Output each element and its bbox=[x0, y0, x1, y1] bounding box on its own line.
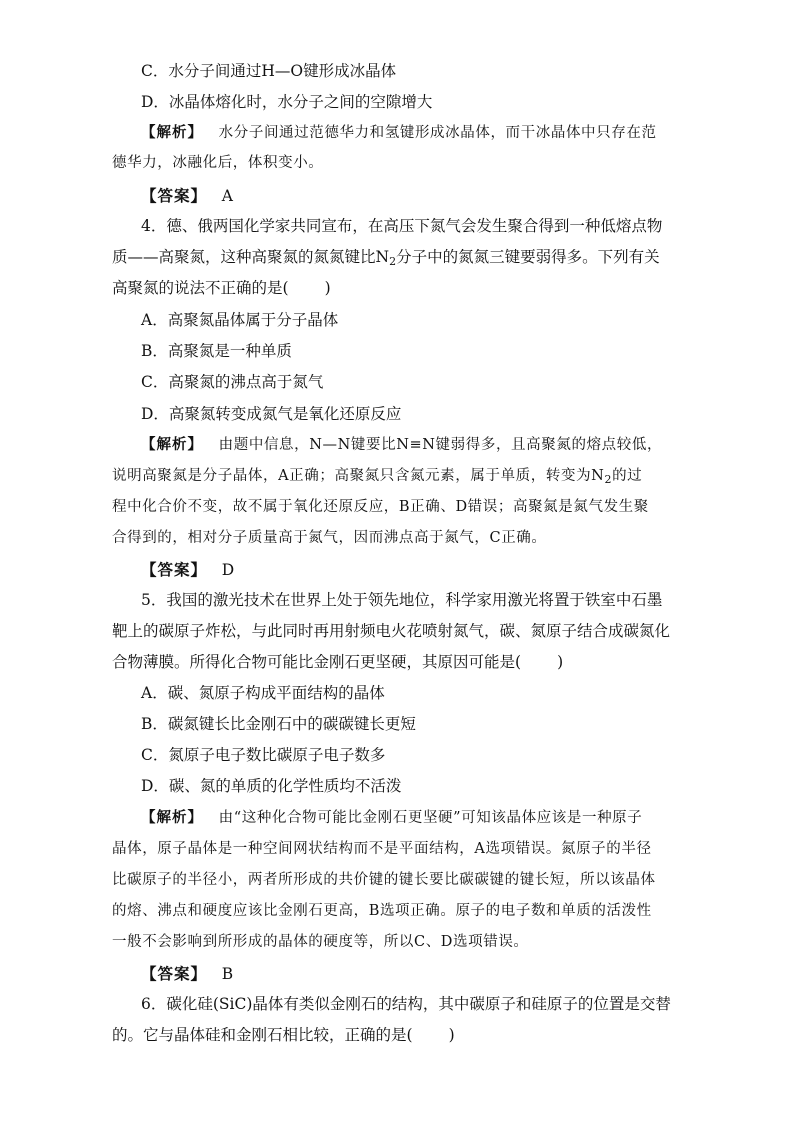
q5-answer-value: B bbox=[221, 965, 234, 983]
q4-stem-line-3b: ) bbox=[324, 279, 331, 297]
q4-analysis-line-1 bbox=[141, 434, 662, 456]
q3-analysis-line-1 bbox=[141, 122, 657, 144]
q5-analysis-line-5: 一般不会影响到所形成的晶体的硬度等，所以C、D选项错误。 bbox=[112, 934, 529, 950]
q6-stem-line-2b: ) bbox=[448, 1026, 455, 1044]
q6-stem-line-2a: 的。它与晶体硅和金刚石相比较，正确的是( bbox=[112, 1026, 413, 1044]
q5-stem-line-3b: ) bbox=[557, 653, 564, 671]
q4-option-a: A．高聚氮晶体属于分子晶体 bbox=[141, 311, 339, 329]
q4-option-d: D．高聚氮转变成氮气是氧化还原反应 bbox=[141, 405, 402, 423]
q3-analysis-label: 【解析】 bbox=[141, 124, 203, 141]
q3-option-c: C．水分子间通过H—O键形成冰晶体 bbox=[141, 62, 397, 80]
q3-analysis-line-2: 德华力，冰融化后，体积变小。 bbox=[112, 155, 324, 171]
q4-analysis-line-4: 合得到的，相对分子质量高于氮气，因而沸点高于氮气，C正确。 bbox=[112, 530, 547, 546]
q4-stem-line-2a: 质——高聚氮，这种高聚氮的氮氮键比N bbox=[112, 248, 390, 266]
q4-stem-line-2 bbox=[112, 246, 660, 268]
q4-analysis-text-1: 由题中信息，N—N键要比N≡N键弱得多，且高聚氮的熔点较低， bbox=[218, 437, 663, 453]
q4-analysis-line-2a: 说明高聚氮是分子晶体，A正确；高聚氮只含氮元素，属于单质，转变为N bbox=[112, 468, 605, 484]
q5-stem-line-1: 5．我国的激光技术在世界上处于领先地位，科学家用激光将置于铁室中石墨 bbox=[141, 591, 663, 609]
q6-stem-line-2 bbox=[112, 1024, 455, 1046]
q5-analysis-label: 【解析】 bbox=[141, 809, 203, 826]
q3-answer-value: A bbox=[221, 187, 233, 205]
q5-stem-line-3a: 合物薄膜。所得化合物可能比金刚石更坚硬，其原因可能是( bbox=[112, 653, 522, 671]
q5-option-d: D．碳、氮的单质的化学性质均不活泼 bbox=[141, 777, 402, 795]
q5-answer-label: 【答案】 bbox=[141, 964, 208, 983]
q4-answer-label: 【答案】 bbox=[141, 560, 208, 579]
q3-answer-label: 【答案】 bbox=[141, 186, 208, 205]
q4-stem-line-3a: 高聚氮的说法不正确的是( bbox=[112, 279, 289, 297]
q5-analysis-line-3: 比碳原子的半径小，两者所形成的共价键的键长要比碳碳键的键长短，所以该晶体 bbox=[112, 872, 656, 888]
q5-analysis-line-1 bbox=[141, 807, 642, 829]
q5-analysis-text-1: 由“这种化合物可能比金刚石更坚硬”可知该晶体应该是一种原子 bbox=[218, 810, 643, 826]
q4-option-c: C．高聚氮的沸点高于氮气 bbox=[141, 373, 324, 391]
q4-stem-line-1: 4．德、俄两国化学家共同宣布，在高压下氮气会发生聚合得到一种低熔点物 bbox=[141, 217, 663, 235]
q3-option-d: D．冰晶体熔化时，水分子之间的空隙增大 bbox=[141, 93, 433, 111]
q4-option-b: B．高聚氮是一种单质 bbox=[141, 342, 292, 360]
q4-analysis-line-3: 程中化合价不变，故不属于氧化还原反应，B正确、D错误；高聚氮是氮气发生聚 bbox=[112, 499, 649, 515]
q5-stem-line-3 bbox=[112, 651, 563, 673]
q4-analysis-subscript: 2 bbox=[604, 473, 613, 486]
q5-analysis-line-2: 晶体，原子晶体是一种空间网状结构而不是平面结构，A选项错误。氮原子的半径 bbox=[112, 841, 652, 857]
q3-answer bbox=[141, 185, 233, 207]
q3-analysis-text-1: 水分子间通过范德华力和氢键形成冰晶体，而干冰晶体中只存在范 bbox=[218, 125, 657, 141]
q4-answer-value: D bbox=[221, 561, 235, 579]
q4-analysis-label: 【解析】 bbox=[141, 436, 203, 453]
q5-stem-line-2: 靶上的碳原子炸松，与此同时再用射频电火花喷射氮气，碳、氮原子结合成碳氮化 bbox=[112, 622, 671, 640]
q5-analysis-line-4: 的熔、沸点和硬度应该比金刚石更高，B选项正确。原子的电子数和单质的活泼性 bbox=[112, 903, 652, 919]
q5-option-c: C．氮原子电子数比碳原子电子数多 bbox=[141, 746, 386, 764]
q4-analysis-line-2 bbox=[112, 465, 642, 487]
q4-stem-line-3 bbox=[112, 277, 331, 299]
q4-answer bbox=[141, 559, 234, 581]
q5-answer bbox=[141, 963, 233, 985]
q5-option-a: A．碳、氮原子构成平面结构的晶体 bbox=[141, 684, 385, 702]
q4-stem-subscript: 2 bbox=[389, 255, 397, 268]
q4-stem-line-2b: 分子中的氮氮三键要弱得多。下列有关 bbox=[396, 248, 660, 266]
q6-stem-line-1: 6．碳化硅(SiC)晶体有类似金刚石的结构，其中碳原子和硅原子的位置是交替 bbox=[141, 995, 671, 1013]
q5-option-b: B．碳氮键长比金刚石中的碳碳键长更短 bbox=[141, 715, 416, 733]
q4-analysis-line-2b: 的过 bbox=[612, 468, 643, 484]
